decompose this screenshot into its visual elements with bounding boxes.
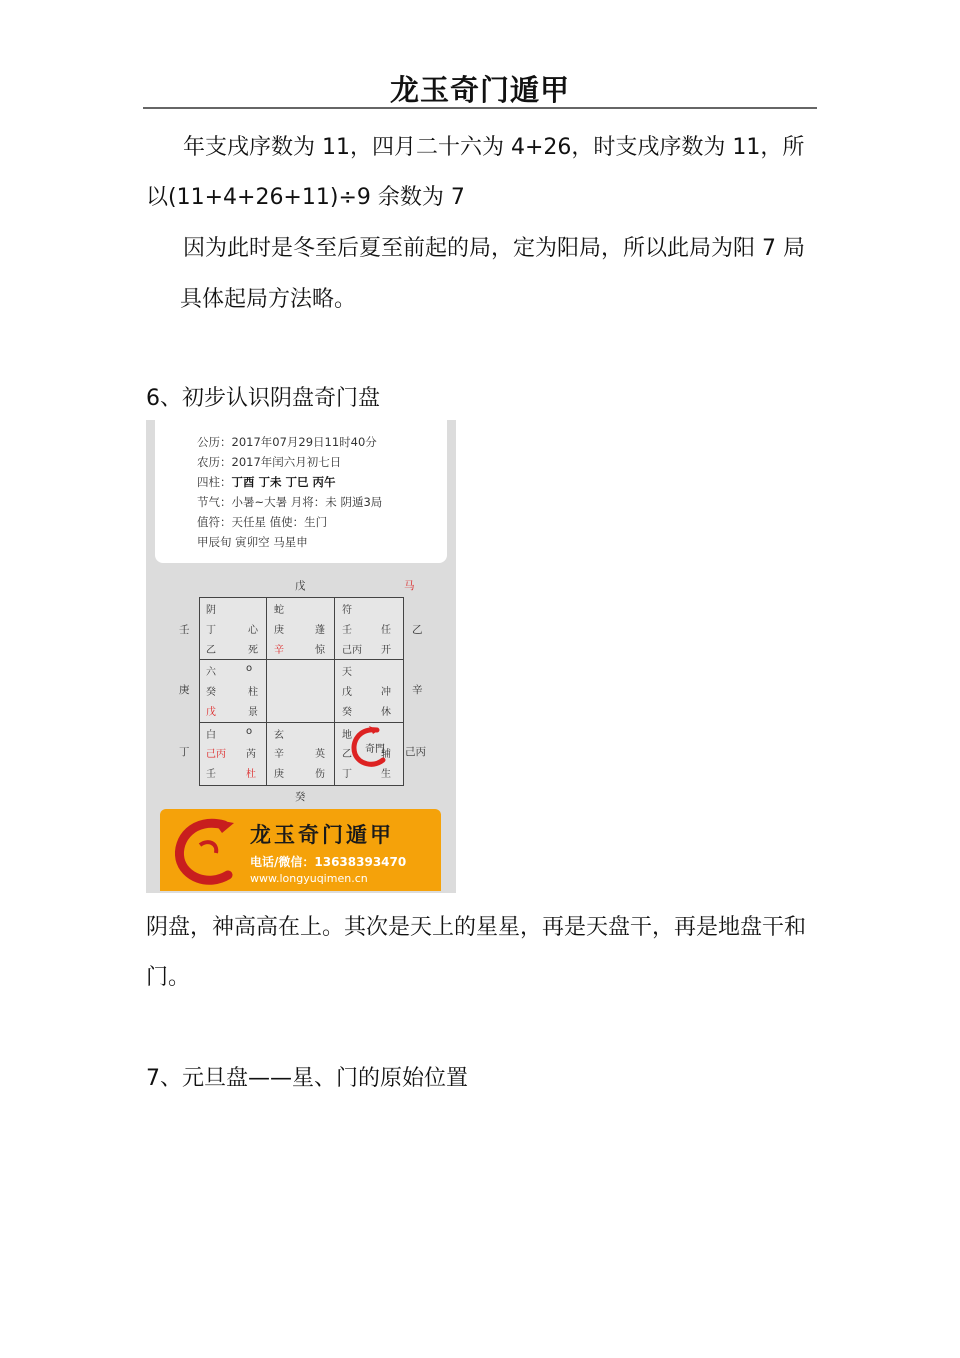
paragraph-line: 年支戌序数为 11，四月二十六为 4+26，时支戌序数为 11，所 bbox=[183, 135, 805, 160]
bottom-direction-label: 癸 bbox=[295, 791, 306, 803]
document-title: 龙玉奇门遁甲 bbox=[389, 73, 570, 107]
paragraph-line: 具体起局方法略。 bbox=[180, 287, 357, 312]
lunar-date: 农历：2017年闰六月初七日 bbox=[197, 455, 342, 469]
title-underline bbox=[143, 107, 817, 109]
palace-cell: 玄 辛 英 庚 伤 bbox=[274, 730, 325, 780]
duty-star: 值符：天任星 值使：生门 bbox=[197, 515, 328, 529]
solar-term: 节气：小暑~大暑 月将：未 阴遁3局 bbox=[197, 495, 383, 509]
paragraph-line: 门。 bbox=[146, 965, 191, 990]
left-label-3: 丁 bbox=[179, 746, 190, 758]
section-heading-7: 7、元旦盘——星、门的原始位置 bbox=[146, 1066, 468, 1091]
banner-url: www.longyuqimen.cn bbox=[250, 872, 368, 885]
right-label-1: 乙 bbox=[412, 624, 423, 636]
palace-cell: 地 乙 辅 丁 生 bbox=[342, 730, 391, 780]
top-direction-label: 戊 bbox=[295, 580, 306, 592]
solar-date: 公历：2017年07月29日11时40分 bbox=[197, 435, 377, 449]
banner-phone: 电话/微信：13638393470 bbox=[250, 855, 407, 869]
right-label-3: 己丙 bbox=[405, 746, 426, 758]
dragon-logo-icon bbox=[172, 815, 242, 887]
section-heading-6: 6、初步认识阴盘奇门盘 bbox=[146, 386, 380, 411]
xun-kong: 甲辰旬 寅卯空 马星申 bbox=[197, 535, 308, 549]
svg-text:奇門: 奇門 bbox=[365, 744, 385, 755]
horse-star-label: 马 bbox=[404, 580, 415, 592]
palace-cell: 蛇 庚 蓬 辛 惊 bbox=[274, 605, 325, 656]
four-pillars-values: 丁酉 丁未 丁巳 丙午 bbox=[231, 475, 336, 489]
palace-cell: 天 戊 冲 癸 休 bbox=[342, 667, 391, 718]
paragraph-line: 阴盘，神高高在上。其次是天上的星星，再是天盘干，再是地盘干和 bbox=[146, 915, 807, 940]
left-label-2: 庚 bbox=[179, 684, 190, 696]
brand-banner bbox=[160, 809, 441, 891]
paragraph-line: 以(11+4+26+11)÷9 余数为 7 bbox=[146, 185, 465, 210]
qimen-chart-screenshot bbox=[146, 420, 456, 893]
chart-info-card bbox=[155, 420, 447, 563]
right-label-2: 辛 bbox=[412, 684, 423, 696]
four-pillars bbox=[197, 474, 336, 490]
palace-cell: 六 o 癸 柱 戊 景 bbox=[206, 663, 258, 718]
four-pillars-label: 四柱： bbox=[197, 475, 232, 489]
palace-cell: 符 壬 任 己丙 开 bbox=[342, 605, 391, 656]
palace-cell: 阴 丁 心 乙 死 bbox=[206, 605, 258, 656]
palace-cell: 白 o 己丙 芮 壬 杜 bbox=[206, 726, 256, 780]
paragraph-line: 因为此时是冬至后夏至前起的局，定为阳局，所以此局为阳 7 局 bbox=[183, 236, 805, 261]
left-label-1: 壬 bbox=[179, 624, 190, 636]
banner-title: 龙玉奇门遁甲 bbox=[250, 822, 394, 847]
nine-palace-grid bbox=[199, 597, 404, 786]
